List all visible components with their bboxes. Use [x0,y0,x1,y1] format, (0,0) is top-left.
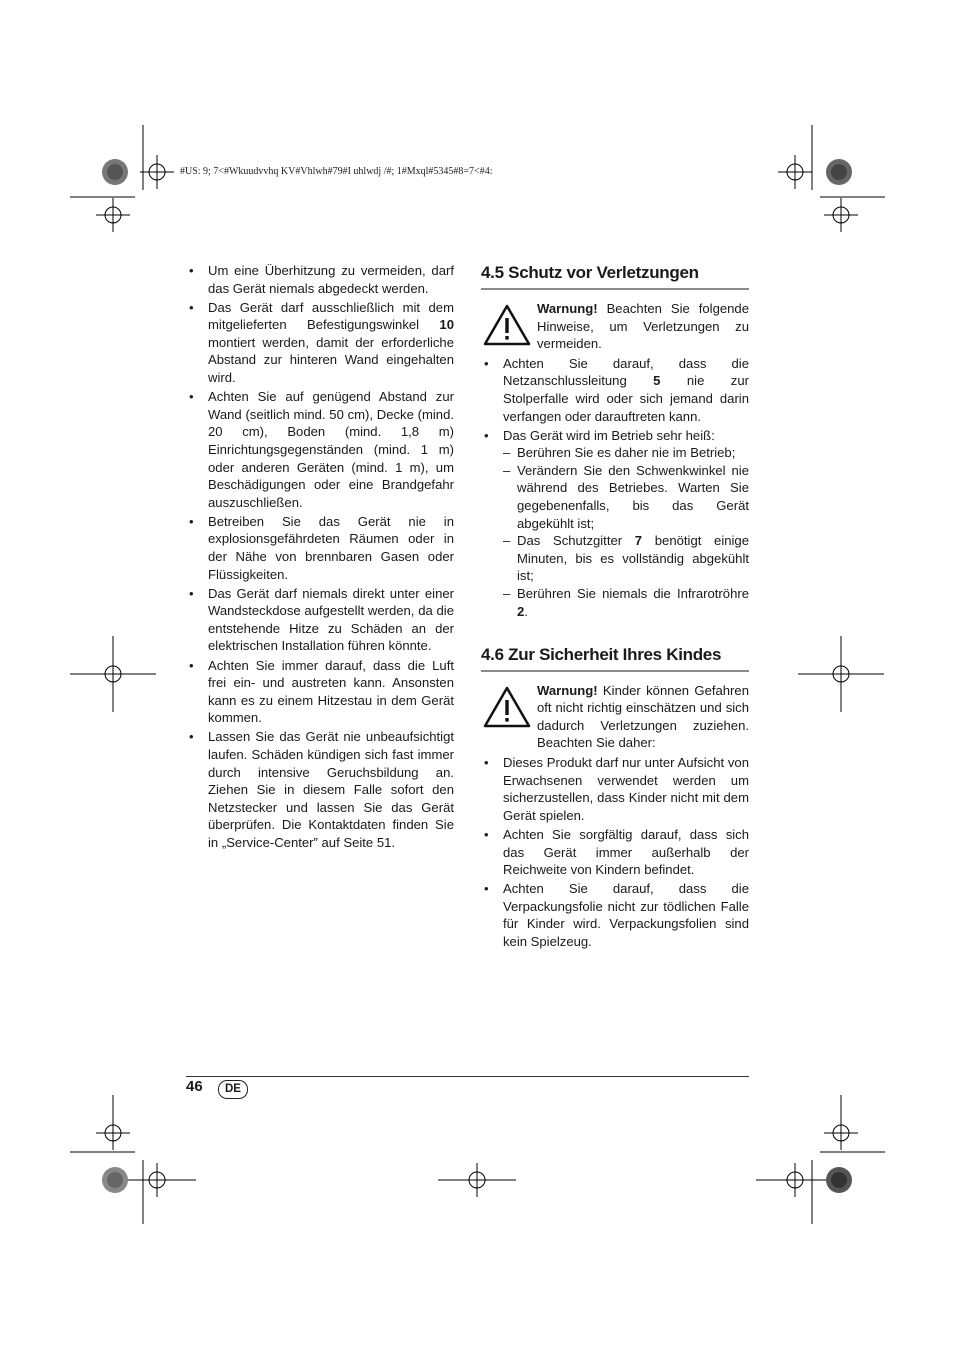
warning-label: Warnung! [537,301,598,316]
list-item: • Achten Sie immer darauf, dass die Luft frei ein- und austreten kann. Ansonsten kann es zu einem Hitzestau in dem Gerät kommen. [186,657,454,727]
dash-item: – Berühren Sie es daher nie im Betrieb; [503,444,749,462]
list-item: • Achten Sie auf genügend Abstand zur Wand (seitlich mind. 50 cm), Decke (mind. 20 cm), Boden (mind. 1,8 m) Einrichtungsgegenständen (mind. 1 m) oder anderen Geräten (mind. 1 m), um Beschädigungen oder eine Brandgefahr auszuschließen. [186,388,454,511]
list-item: • Betreiben Sie das Gerät nie in explosionsgefährdeten Räumen oder in der Nähe von brennbaren Gasen oder Flüssigkeiten. [186,513,454,583]
list-item: • Das Gerät darf niemals direkt unter einer Wandsteckdose aufgestellt werden, da die entstehende Hitze zu Schäden an der elektrischen Installation führen könnte. [186,585,454,655]
left-column [186,262,454,853]
section-heading-4-5: 4.5 Schutz vor Verletzungen [481,262,749,290]
dash-item: – Das Schutzgitter 7 benötigt einige Minuten, bis es vollständig abgekühlt ist; [503,532,749,585]
safety-list-left [186,262,454,852]
footer-divider [186,1076,749,1077]
list-item: • Lassen Sie das Gerät nie unbeaufsichtigt laufen. Schäden kündigen sich fast immer durch intensive Geruchsbildung an. Ziehen Sie in diesem Falle sofort den Netzstecker und lassen Sie das Gerät überprüfen. Die Kontaktdaten finden Sie in „Service-Center” auf Seite 51. [186,728,454,851]
print-slug-text: #US: 9; 7<#Wkuudvvhq KV#Vhlwh#79#I uhlwdj /#; 1#Mxql#5345#8=7<#4: [180,166,493,177]
dash-list [503,444,749,620]
page-number: 46 [186,1078,203,1095]
warning-label: Warnung! [537,682,598,698]
language-badge: DE [218,1080,248,1099]
safety-list-children [481,754,749,951]
warning-triangle-icon [483,686,531,728]
right-column [481,262,749,952]
list-item: • Achten Sie darauf, dass die Netzanschlussleitung 5 nie zur Stolperfalle wird oder sich jemand darin verfangen oder darauftreten kann. [481,355,749,425]
list-item: • Achten Sie darauf, dass die Verpackungsfolie nicht zur tödlichen Falle für Kinder wird. Verpackungsfolien sind kein Spielzeug. [481,880,749,950]
list-item: • Achten Sie sorgfältig darauf, dass sich das Gerät immer außerhalb der Reichweite von Kindern befindet. [481,826,749,879]
list-item: • Um eine Überhitzung zu vermeiden, darf das Gerät niemals abgedeckt werden. [186,262,454,297]
warning-block: Warnung! Kinder können Gefahren oft nicht richtig einschätzen und sich dadurch Verletzungen zuziehen. Beachten Sie daher: [481,682,749,752]
list-item: • Das Gerät wird im Betrieb sehr heiß: – Berühren Sie es daher nie im Betrieb; – Verändern Sie den Schwenkwinkel nie während des Betriebes. Warten Sie gegebenenfalls, bis das Gerät abgekühlt ist; – Das Schutzgitter 7 benötigt einige Minuten, bis es vollständig abgekühlt ist; – Berühren Sie niemals die Infrarotröhre 2. [481,427,749,621]
warning-block: Warnung! Beachten Sie folgende Hinweise, um Verletzungen zu vermeiden. [481,300,749,353]
dash-item: – Berühren Sie niemals die Infrarotröhre 2. [503,585,749,620]
list-item: • Das Gerät darf ausschließlich mit dem mitgelieferten Befestigungswinkel 10 montiert werden, damit der erforderliche Abstand zur hinteren Wand eingehalten wird. [186,299,454,387]
safety-list-injury [481,355,749,620]
section-heading-4-6: 4.6 Zur Sicherheit Ihres Kindes [481,644,749,672]
warning-triangle-icon [483,304,531,346]
list-item: • Dieses Produkt darf nur unter Aufsicht von Erwachsenen verwendet werden um sicherzustellen, dass Kinder nicht mit dem Gerät spielen. [481,754,749,824]
dash-item: – Verändern Sie den Schwenkwinkel nie während des Betriebes. Warten Sie gegebenenfalls, bis das Gerät abgekühlt ist; [503,462,749,532]
